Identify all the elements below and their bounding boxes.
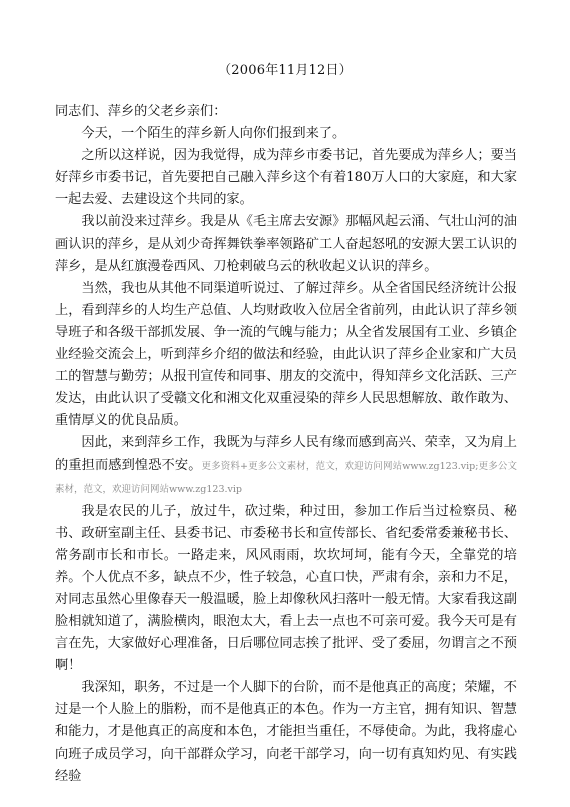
paragraph-1: 今天，一个陌生的萍乡新人向你们报到来了。 <box>81 126 346 142</box>
date-line: （2006年11月12日） <box>218 63 352 78</box>
paragraph-4: 当然，我也从其他不同渠道听说过、了解过萍乡。从全省国民经济统计公报上，看到萍乡的人均生产总值、人均财政收入位居全省前列，由此认识了萍乡领导班子和各级干部抓发展、争一流的气魄与能力；从全省发展国有工业、乡镇企业经验交流会上，听到萍乡介绍的做法和经验，由此认识了萍乡企业家和广大员工的智慧与勤劳；从报刊宣传和同事、朋友的交流中，得知萍乡文化活跃、三产发达，由此认识了受赣文化和湘文化双重浸染的萍乡人民思想解放、敢作敢为、重情厚义的优良品质。 <box>55 280 517 429</box>
paragraph-3: 我以前没来过萍乡。我是从《毛主席去安源》那幅风起云涌、气壮山河的油画认识的萍乡，是从刘少奇挥舞铁拳率领路矿工人奋起怒吼的安源大罢工认识的萍乡，是从红旗漫卷西风、刀枪剌破乌云的秋收起义认识的萍乡。 <box>55 214 517 274</box>
paragraph-7: 我深知，职务，不过是一个人脚下的台阶，而不是他真正的高度；荣耀，不过是一个人脸上的脂粉，而不是他真正的本色。作为一方主官，拥有知识、智慧和能力，才是他真正的高度和本色，才能担当重任，不辱使命。为此，我将虚心向班子成员学习，向干部群众学习，向老干部学习，向一切有真知灼见、有实践经验 <box>55 680 517 784</box>
paragraph-5-text: 因此，来到萍乡工作，我既为与萍乡人民有缘而感到高兴、荣幸，又为肩上的重担而感到惶恐不安。 <box>55 435 517 473</box>
speech-body <box>55 101 517 788</box>
salutation: 同志们、萍乡的父老乡亲们： <box>55 104 227 119</box>
paragraph-2: 之所以这样说，因为我觉得，成为萍乡市委书记，首先要成为萍乡人；要当好萍乡市委书记，首先要把自己融入萍乡这个有着180万人口的大家庭，和大家一起去爱、去建设这个共同的家。 <box>55 148 517 208</box>
paragraph-6: 我是农民的儿子，放过牛，砍过柴，种过田，参加工作后当过检察员、秘书、政研室副主任、县委书记、市委秘书长和宣传部长、省纪委常委兼秘书长、常务副市长和市长。一路走来，风风雨雨，坎坎坷坷，能有今天，全靠党的培养。个人优点不多，缺点不少，性子较急，心直口快，严肃有余，亲和力不足，对同志虽然心里像春天一般温暖，脸上却像秋风扫落叶一般无情。大家看我这副脸相就知道了，满脸横肉，眼泡太大，看上去一点也不可亲可爱。我今天可是有言在先，大家做好心理准备，日后哪位同志挨了批评、受了委屈，勿谓言之不预啊！ <box>55 503 517 674</box>
paragraph-5 <box>55 432 517 500</box>
watermark-text: 更多资料+更多公文素材，范文，欢迎访问网站www.zg123.vip;更多公文素材，范文，欢迎访问网站www.zg123.vip <box>55 460 517 495</box>
